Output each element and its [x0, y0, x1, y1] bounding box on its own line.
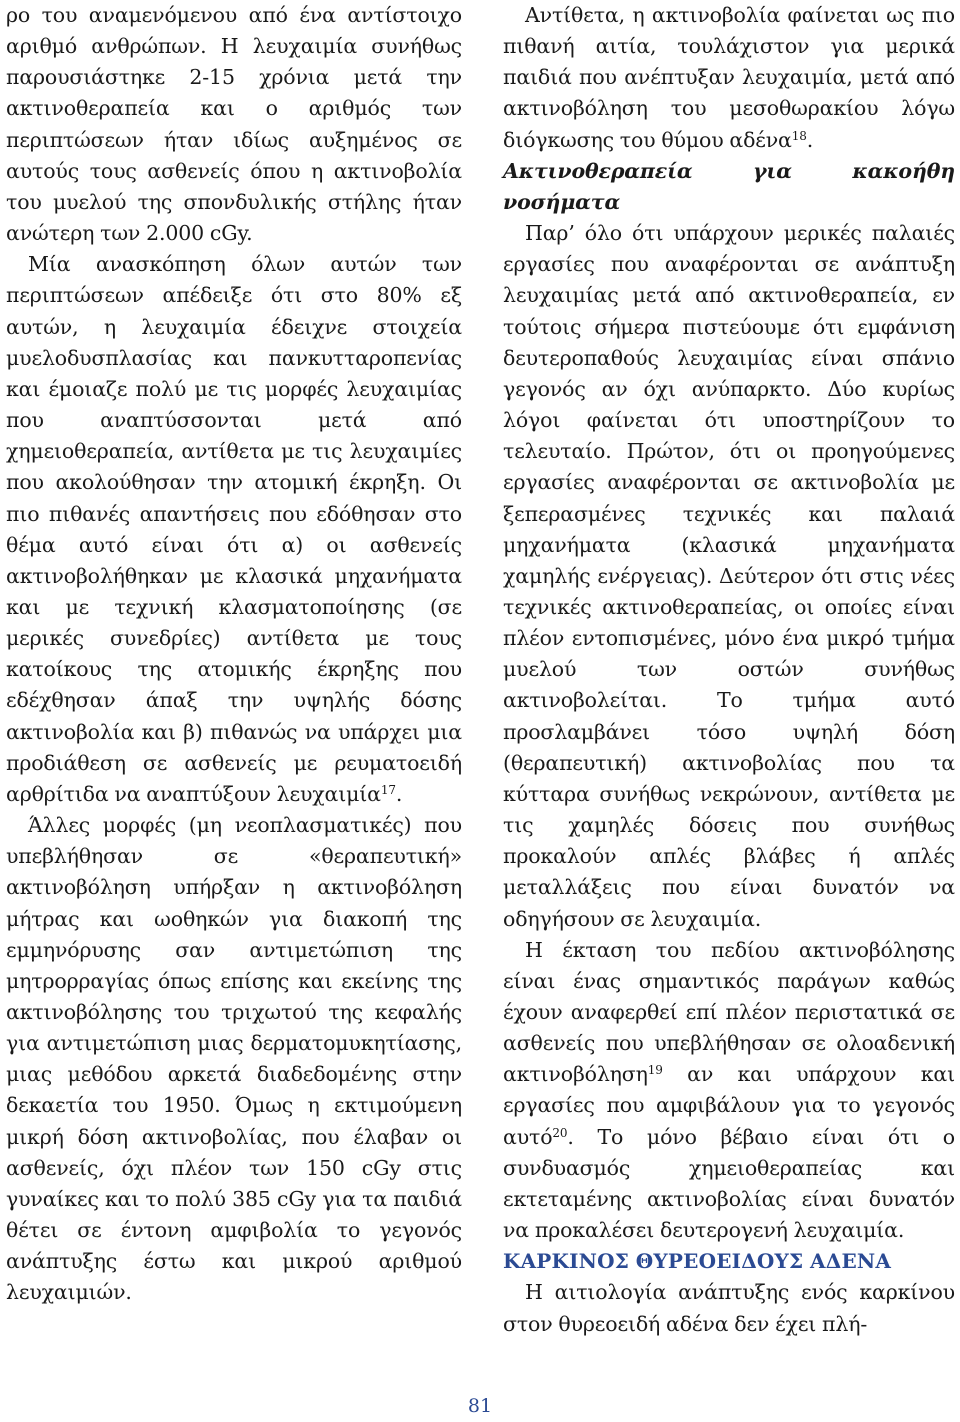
paragraph-end: . [806, 127, 814, 152]
paragraph-end: . [395, 781, 403, 806]
paragraph [503, 0, 955, 156]
reference-marker: 17 [380, 782, 396, 797]
left-column [6, 0, 462, 1309]
paragraph: ρο του αναμενόμενου από ένα αντίστοιχο αριθμό ανθρώπων. Η λευχαιμία συνήθως παρουσιάστηκε 2-15 χρόνια μετά την ακτινοθεραπεία και ο αριθμός των περιπτώσεων ήταν ιδίως αυξημένος σε αυτούς τους ασθενείς όπου η ακτινοβολία του μυελού της σπονδυλικής στήλης ήταν ανώτερη των 2.000 cGy. [6, 3, 462, 246]
page-number: 81 [467, 1395, 493, 1417]
reference-marker: 19 [647, 1063, 663, 1078]
right-column [503, 0, 955, 1340]
paragraph: Παρ’ όλο ότι υπάρχουν μερικές παλαιές εργασίες που αναφέρονται σε ανάπτυξη λευχαιμίας μετά από ακτινοθεραπεία, εν τούτοις σήμερα πιστεύουμε ότι εμφάνιση δευτεροπαθούς λευχαιμίας είναι σπάνιο γεγονός αν όχι ανύπαρκτο. Δύο κυρίως λόγοι φαίνεται ότι υποστηρίζουν το τελευταίο. Πρώτον, ότι οι προηγούμενες εργασίες αναφέρονται σε ακτινοβολία με ξεπερασμένες τεχνικές και παλαιά μηχανήματα (κλασικά μηχανήματα χαμηλής ενέργειας). Δεύτερον ότι στις νέες τεχνικές ακτινοθεραπείας, οι οποίες είναι πλέον εντοπισμένες, μόνο ένα μικρό τμήμα μυελού των οστών συνήθως ακτινοβολείται. Το τμήμα αυτό προσλαμβάνει τόσο υψηλή δόση (θεραπευτική) ακτινοβολίας που τα κύτταρα συνήθως νεκρώνουν, αντίθετα με τις χαμηλές δόσεις που συνήθως προκαλούν απλές βλάβες ή απλές μεταλλάξεις που είναι δυνατόν να οδηγήσουν σε λευχαιμία. [503, 221, 955, 931]
paragraph: Η αιτιολογία ανάπτυξης ενός καρκίνου στον θυρεοειδή αδένα δεν έχει πλή- [503, 1280, 955, 1336]
paragraph [503, 935, 955, 1247]
reference-marker: 20 [552, 1125, 568, 1140]
paragraph-text: Αντίθετα, η ακτινοβολία φαίνεται ως πιο πιθανή αιτία, τουλάχιστον για μερικά παιδιά που ανέπτυξαν λευχαιμία, μετά από ακτινοβόληση του μεσοθωρακίου λόγω διόγκωσης του θύμου αδένα [503, 3, 955, 152]
paragraph-text: . Το μόνο βέβαιο είναι ότι ο συνδυασμός χημειοθεραπείας και εκτεταμένης ακτινοβολίας είναι δυνατόν να προκαλέσει δευτερογενή λευχαιμία. [503, 1124, 955, 1243]
paragraph: Άλλες μορφές (μη νεοπλασματικές) που υπεβλήθησαν σε «θεραπευτική» ακτινοβόληση υπήρξαν η ακτινοβόληση μήτρας και ωοθηκών για διακοπή της εμμηνόρυσης σαν αντιμετώπιση της μητρορραγίας όπως επίσης και εκείνης της ακτινοβόλησης του τριχωτού της κεφαλής για αντιμετώπιση μιας δερματομυκητίασης, μιας μεθόδου αρκετά διαδεδομένης στην δεκαετία του 1950. Όμως η εκτιμούμενη μικρή δόση ακτινοβολίας, που έλαβαν οι ασθενείς, όχι πλέον των 150 cGy στις γυναίκες και το πολύ 385 cGy για τα παιδιά θέτει σε έντονη αμφιβολία το γεγονός ανάπτυξης έστω και μικρού αριθμού λευχαιμιών. [6, 813, 462, 1305]
paragraph-text: Μία ανασκόπηση όλων αυτών των περιπτώσεων απέδειξε ότι στο 80% εξ αυτών, η λευχαιμία έδειχνε στοιχεία μυελοδυσπλασίας και πανκυτταροπενίας και έμοιαζε πολύ με τις μορφές λευχαιμίας που αναπτύσσονται μετά από χημειοθεραπεία, αντίθετα με τις λευχαιμίες που ακολούθησαν την ατομική έκρηξη. Οι πιο πιθανές απαντήσεις που εδόθησαν στο θέμα αυτό είναι ότι α) οι ασθενείς ακτινοβολήθηκαν με κλασικά μηχανήματα και με τεχνική κλασματοποίησης (σε μερικές συνεδρίες) αντίθετα με τους κατοίκους της ατομικής έκρηξης που εδέχθησαν άπαξ την υψηλής δόσης ακτινοβολία και β) πιθανώς να υπάρχει μια προδιάθεση σε ασθενείς με ρευματοειδή αρθρίτιδα να αναπτύξουν λευχαιμία [6, 252, 462, 806]
paragraph [6, 249, 462, 810]
paragraph-text: Η έκταση του πεδίου ακτινοβόλησης είναι ένας σημαντικός παράγων καθώς έχουν αναφερθεί επί πλέον περιστατικά σε ασθενείς που υπεβλήθησαν σε ολοαδενική ακτινοβόληση [503, 937, 955, 1087]
section-heading: ΚΑΡΚΙΝΟΣ ΘΥΡΕΟΕΙΔΟΥΣ ΑΔΕΝΑ [503, 1249, 892, 1274]
paragraph-text: αν και υπάρχουν και εργασίες που αμφιβάλουν για το γεγονός αυτό [503, 1062, 955, 1149]
reference-marker: 18 [791, 128, 807, 143]
subsection-heading: Ακτινοθεραπεία για κακοήθη νοσήματα [503, 158, 955, 214]
